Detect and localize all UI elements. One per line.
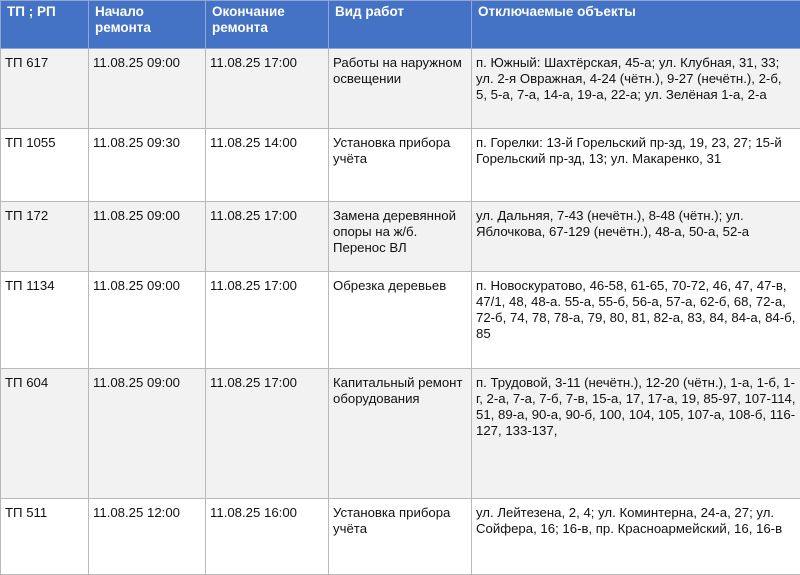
cell-objects: п. Горелки: 13-й Горельский пр-зд, 19, 23, 27; 15-й Горельский пр-зд, 13; ул. Макаренко, 31 bbox=[472, 129, 800, 202]
cell-work: Установка прибора учёта bbox=[329, 499, 472, 575]
cell-work: Установка прибора учёта bbox=[329, 129, 472, 202]
table-row bbox=[1, 129, 800, 202]
table-row bbox=[1, 202, 800, 272]
cell-objects: п. Трудовой, 3-11 (нечётн.), 12-20 (чётн.), 1-а, 1-б, 1-г, 2-а, 7-а, 7-б, 7-в, 15-а, 17, 17-а, 19, 85-97, 107-114, 51, 89-а, 90-а, 90-б, 100, 104, 105, 107-а, 108-б, 116-127, 133-137, bbox=[472, 369, 800, 499]
header-row bbox=[1, 1, 800, 49]
header-start: Начало ремонта bbox=[89, 1, 206, 49]
cell-start: 11.08.25 09:30 bbox=[89, 129, 206, 202]
cell-tp: ТП 1055 bbox=[1, 129, 89, 202]
cell-start: 11.08.25 12:00 bbox=[89, 499, 206, 575]
cell-work: Замена деревянной опоры на ж/б. Перенос ВЛ bbox=[329, 202, 472, 272]
table-row bbox=[1, 499, 800, 575]
table-row bbox=[1, 272, 800, 369]
cell-tp: ТП 1134 bbox=[1, 272, 89, 369]
cell-end: 11.08.25 14:00 bbox=[206, 129, 329, 202]
cell-tp: ТП 604 bbox=[1, 369, 89, 499]
table-row bbox=[1, 369, 800, 499]
cell-end: 11.08.25 17:00 bbox=[206, 369, 329, 499]
cell-tp: ТП 511 bbox=[1, 499, 89, 575]
cell-end: 11.08.25 17:00 bbox=[206, 49, 329, 129]
cell-work: Обрезка деревьев bbox=[329, 272, 472, 369]
cell-end: 11.08.25 17:00 bbox=[206, 272, 329, 369]
cell-objects: п. Новоскуратово, 46-58, 61-65, 70-72, 46, 47, 47-в, 47/1, 48, 48-а. 55-а, 55-б, 56-а, 57-а, 62-б, 68, 72-а, 72-б, 74, 78, 78-а, 79, 80, 81, 82-а, 83, 84, 84-а, 84-б, 85 bbox=[472, 272, 800, 369]
header-end: Окончание ремонта bbox=[206, 1, 329, 49]
cell-work: Капитальный ремонт оборудования bbox=[329, 369, 472, 499]
table-row bbox=[1, 49, 800, 129]
cell-objects: ул. Лейтезена, 2, 4; ул. Коминтерна, 24-а, 27; ул. Сойфера, 16; 16-в, пр. Красноармейский, 16, 16-в bbox=[472, 499, 800, 575]
cell-end: 11.08.25 16:00 bbox=[206, 499, 329, 575]
cell-work: Работы на наружном освещении bbox=[329, 49, 472, 129]
header-tp: ТП ; РП bbox=[1, 1, 89, 49]
cell-start: 11.08.25 09:00 bbox=[89, 49, 206, 129]
cell-tp: ТП 617 bbox=[1, 49, 89, 129]
cell-tp: ТП 172 bbox=[1, 202, 89, 272]
header-work: Вид работ bbox=[329, 1, 472, 49]
cell-objects: п. Южный: Шахтёрская, 45-а; ул. Клубная, 31, 33; ул. 2-я Овражная, 4-24 (чётн.), 9-27 (нечётн.), 2-б, 5, 5-а, 7-а, 14-а, 19-а, 22-а; ул. Зелёная 1-а, 2-а bbox=[472, 49, 800, 129]
cell-objects: ул. Дальняя, 7-43 (нечётн.), 8-48 (чётн.); ул. Яблочкова, 67-129 (нечётн.), 48-а, 50-а, 52-а bbox=[472, 202, 800, 272]
cell-end: 11.08.25 17:00 bbox=[206, 202, 329, 272]
cell-start: 11.08.25 09:00 bbox=[89, 272, 206, 369]
cell-start: 11.08.25 09:00 bbox=[89, 369, 206, 499]
cell-start: 11.08.25 09:00 bbox=[89, 202, 206, 272]
header-objects: Отключаемые объекты bbox=[472, 1, 800, 49]
